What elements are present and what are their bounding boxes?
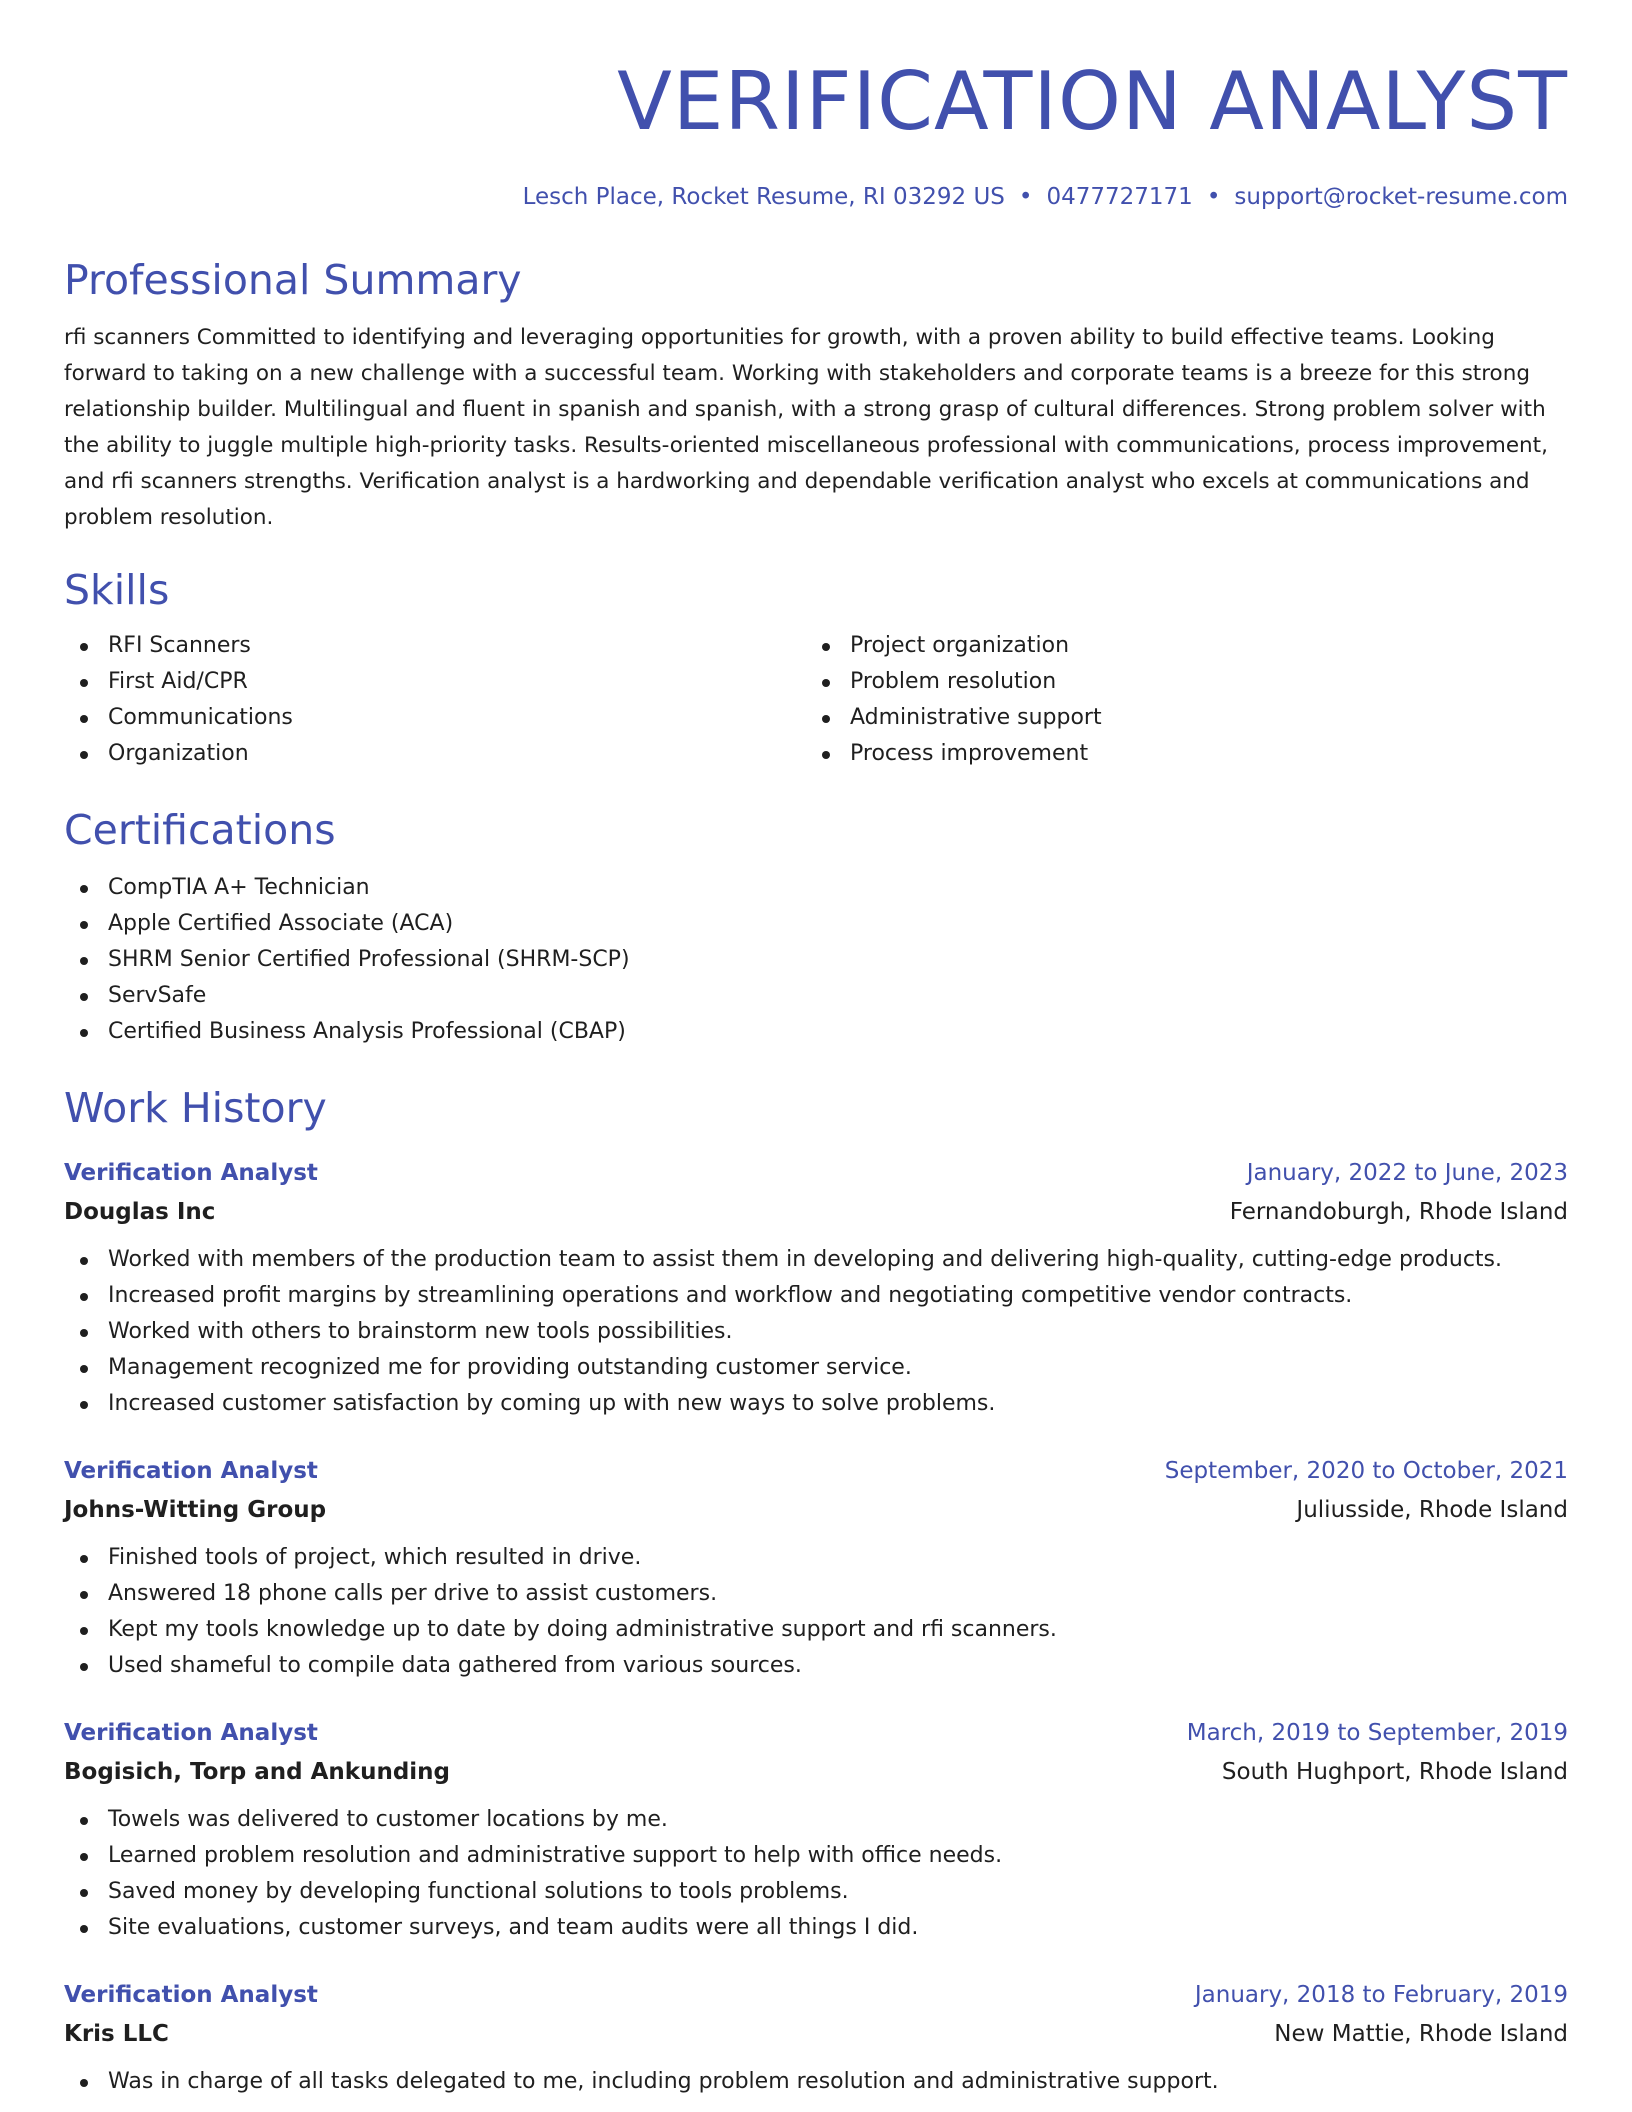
job-dates: January, 2022 to June, 2023 <box>1246 1160 1568 1186</box>
skill-item: First Aid/CPR <box>64 664 806 700</box>
job-title: Verification Analyst <box>64 1458 318 1484</box>
job-duty: Increased customer satisfaction by coming up with new ways to solve problems. <box>64 1386 1568 1422</box>
section-title-skills: Skills <box>64 566 170 614</box>
job-duty: Answered 18 phone calls per drive to assist customers. <box>64 1576 1568 1612</box>
job-dates: March, 2019 to September, 2019 <box>1186 1720 1568 1746</box>
certification-item: ServSafe <box>64 978 1568 1014</box>
job-duties <box>64 1242 1568 1422</box>
job-title: Verification Analyst <box>64 1720 318 1746</box>
section-title-work-history: Work History <box>64 1084 327 1132</box>
certification-item: CompTIA A+ Technician <box>64 870 1568 906</box>
resume-name: VERIFICATION ANALYST <box>617 55 1568 148</box>
contact-email[interactable]: support@rocket-resume.com <box>1234 184 1568 210</box>
job-dates: September, 2020 to October, 2021 <box>1164 1458 1568 1484</box>
contact-line <box>64 180 1568 214</box>
job-header <box>64 1154 1568 1192</box>
skill-item: Project organization <box>806 628 1548 664</box>
skill-item: RFI Scanners <box>64 628 806 664</box>
job-location: Fernandoburgh, Rhode Island <box>1229 1199 1568 1225</box>
job-entry <box>64 1714 1568 1946</box>
job-duty: Finished tools of project, which resulted in drive. <box>64 1540 1568 1576</box>
job-subheader <box>64 1490 1568 1530</box>
job-subheader <box>64 1192 1568 1232</box>
section-title-summary: Professional Summary <box>64 256 522 304</box>
job-duties <box>64 1802 1568 1946</box>
contact-separator: • <box>1206 184 1221 210</box>
certification-item: Certified Business Analysis Professional (CBAP) <box>64 1014 1568 1050</box>
certification-item: SHRM Senior Certified Professional (SHRM-SCP) <box>64 942 1568 978</box>
contact-address: Lesch Place, Rocket Resume, RI 03292 US <box>522 184 1005 210</box>
job-duty: Towels was delivered to customer locations by me. <box>64 1802 1568 1838</box>
job-location: Juliusside, Rhode Island <box>1296 1497 1568 1523</box>
skills-column-right <box>806 628 1548 772</box>
job-entry <box>64 1154 1568 1422</box>
job-entry <box>64 1976 1568 2100</box>
certification-list <box>64 870 1568 1050</box>
section-title-certifications: Certifications <box>64 806 336 854</box>
job-location: New Mattie, Rhode Island <box>1274 2021 1568 2047</box>
job-subheader <box>64 1752 1568 1792</box>
skills-column-left <box>64 628 806 772</box>
resume-page <box>64 0 1568 2100</box>
summary-text: rfi scanners Committed to identifying and leveraging opportunities for growth, with a proven ability to build effective teams. Looking forward to taking on a new challenge with a successful team. Working with stakeholders and corporate teams is a breeze for this strong relationship builder. Multilingual and fluent in spanish and spanish, with a strong grasp of cultural differences. Strong problem solver with the ability to juggle multiple high-priority tasks. Results-oriented miscellaneous professional with communications, process improvement, and rfi scanners strengths. Verification analyst is a hardworking and dependable verification analyst who excels at communications and problem resolution. <box>64 325 1548 530</box>
certification-item: Apple Certified Associate (ACA) <box>64 906 1568 942</box>
job-company: Douglas Inc <box>64 1199 216 1225</box>
job-company: Johns-Witting Group <box>64 1497 327 1523</box>
skill-item: Administrative support <box>806 700 1548 736</box>
contact-separator: • <box>1018 184 1033 210</box>
job-duty: Increased profit margins by streamlining operations and workflow and negotiating competitive vendor contracts. <box>64 1278 1568 1314</box>
job-duties <box>64 2064 1568 2100</box>
job-entry <box>64 1452 1568 1684</box>
job-duty: Was in charge of all tasks delegated to me, including problem resolution and administrative support. <box>64 2064 1568 2100</box>
job-duty: Site evaluations, customer surveys, and team audits were all things I did. <box>64 1910 1568 1946</box>
skill-item: Problem resolution <box>806 664 1548 700</box>
job-header <box>64 1976 1568 2014</box>
job-duty: Used shameful to compile data gathered from various sources. <box>64 1648 1568 1684</box>
job-header <box>64 1452 1568 1490</box>
job-company: Bogisich, Torp and Ankunding <box>64 1759 451 1785</box>
job-title: Verification Analyst <box>64 1160 318 1186</box>
job-duty: Saved money by developing functional solutions to tools problems. <box>64 1874 1568 1910</box>
skill-item: Communications <box>64 700 806 736</box>
job-company: Kris LLC <box>64 2021 169 2047</box>
job-duties <box>64 1540 1568 1684</box>
skill-item: Process improvement <box>806 736 1548 772</box>
job-duty: Management recognized me for providing outstanding customer service. <box>64 1350 1568 1386</box>
job-subheader <box>64 2014 1568 2054</box>
job-title: Verification Analyst <box>64 1982 318 2008</box>
job-duty: Worked with others to brainstorm new tools possibilities. <box>64 1314 1568 1350</box>
job-dates: January, 2018 to February, 2019 <box>1194 1982 1568 2008</box>
job-header <box>64 1714 1568 1752</box>
skill-item: Organization <box>64 736 806 772</box>
job-location: South Hughport, Rhode Island <box>1221 1759 1568 1785</box>
skills-grid <box>64 628 1568 772</box>
contact-phone: 0477727171 <box>1046 184 1193 210</box>
job-duty: Learned problem resolution and administrative support to help with office needs. <box>64 1838 1568 1874</box>
job-duty: Worked with members of the production team to assist them in developing and delivering high-quality, cutting-edge products. <box>64 1242 1568 1278</box>
job-duty: Kept my tools knowledge up to date by doing administrative support and rfi scanners. <box>64 1612 1568 1648</box>
